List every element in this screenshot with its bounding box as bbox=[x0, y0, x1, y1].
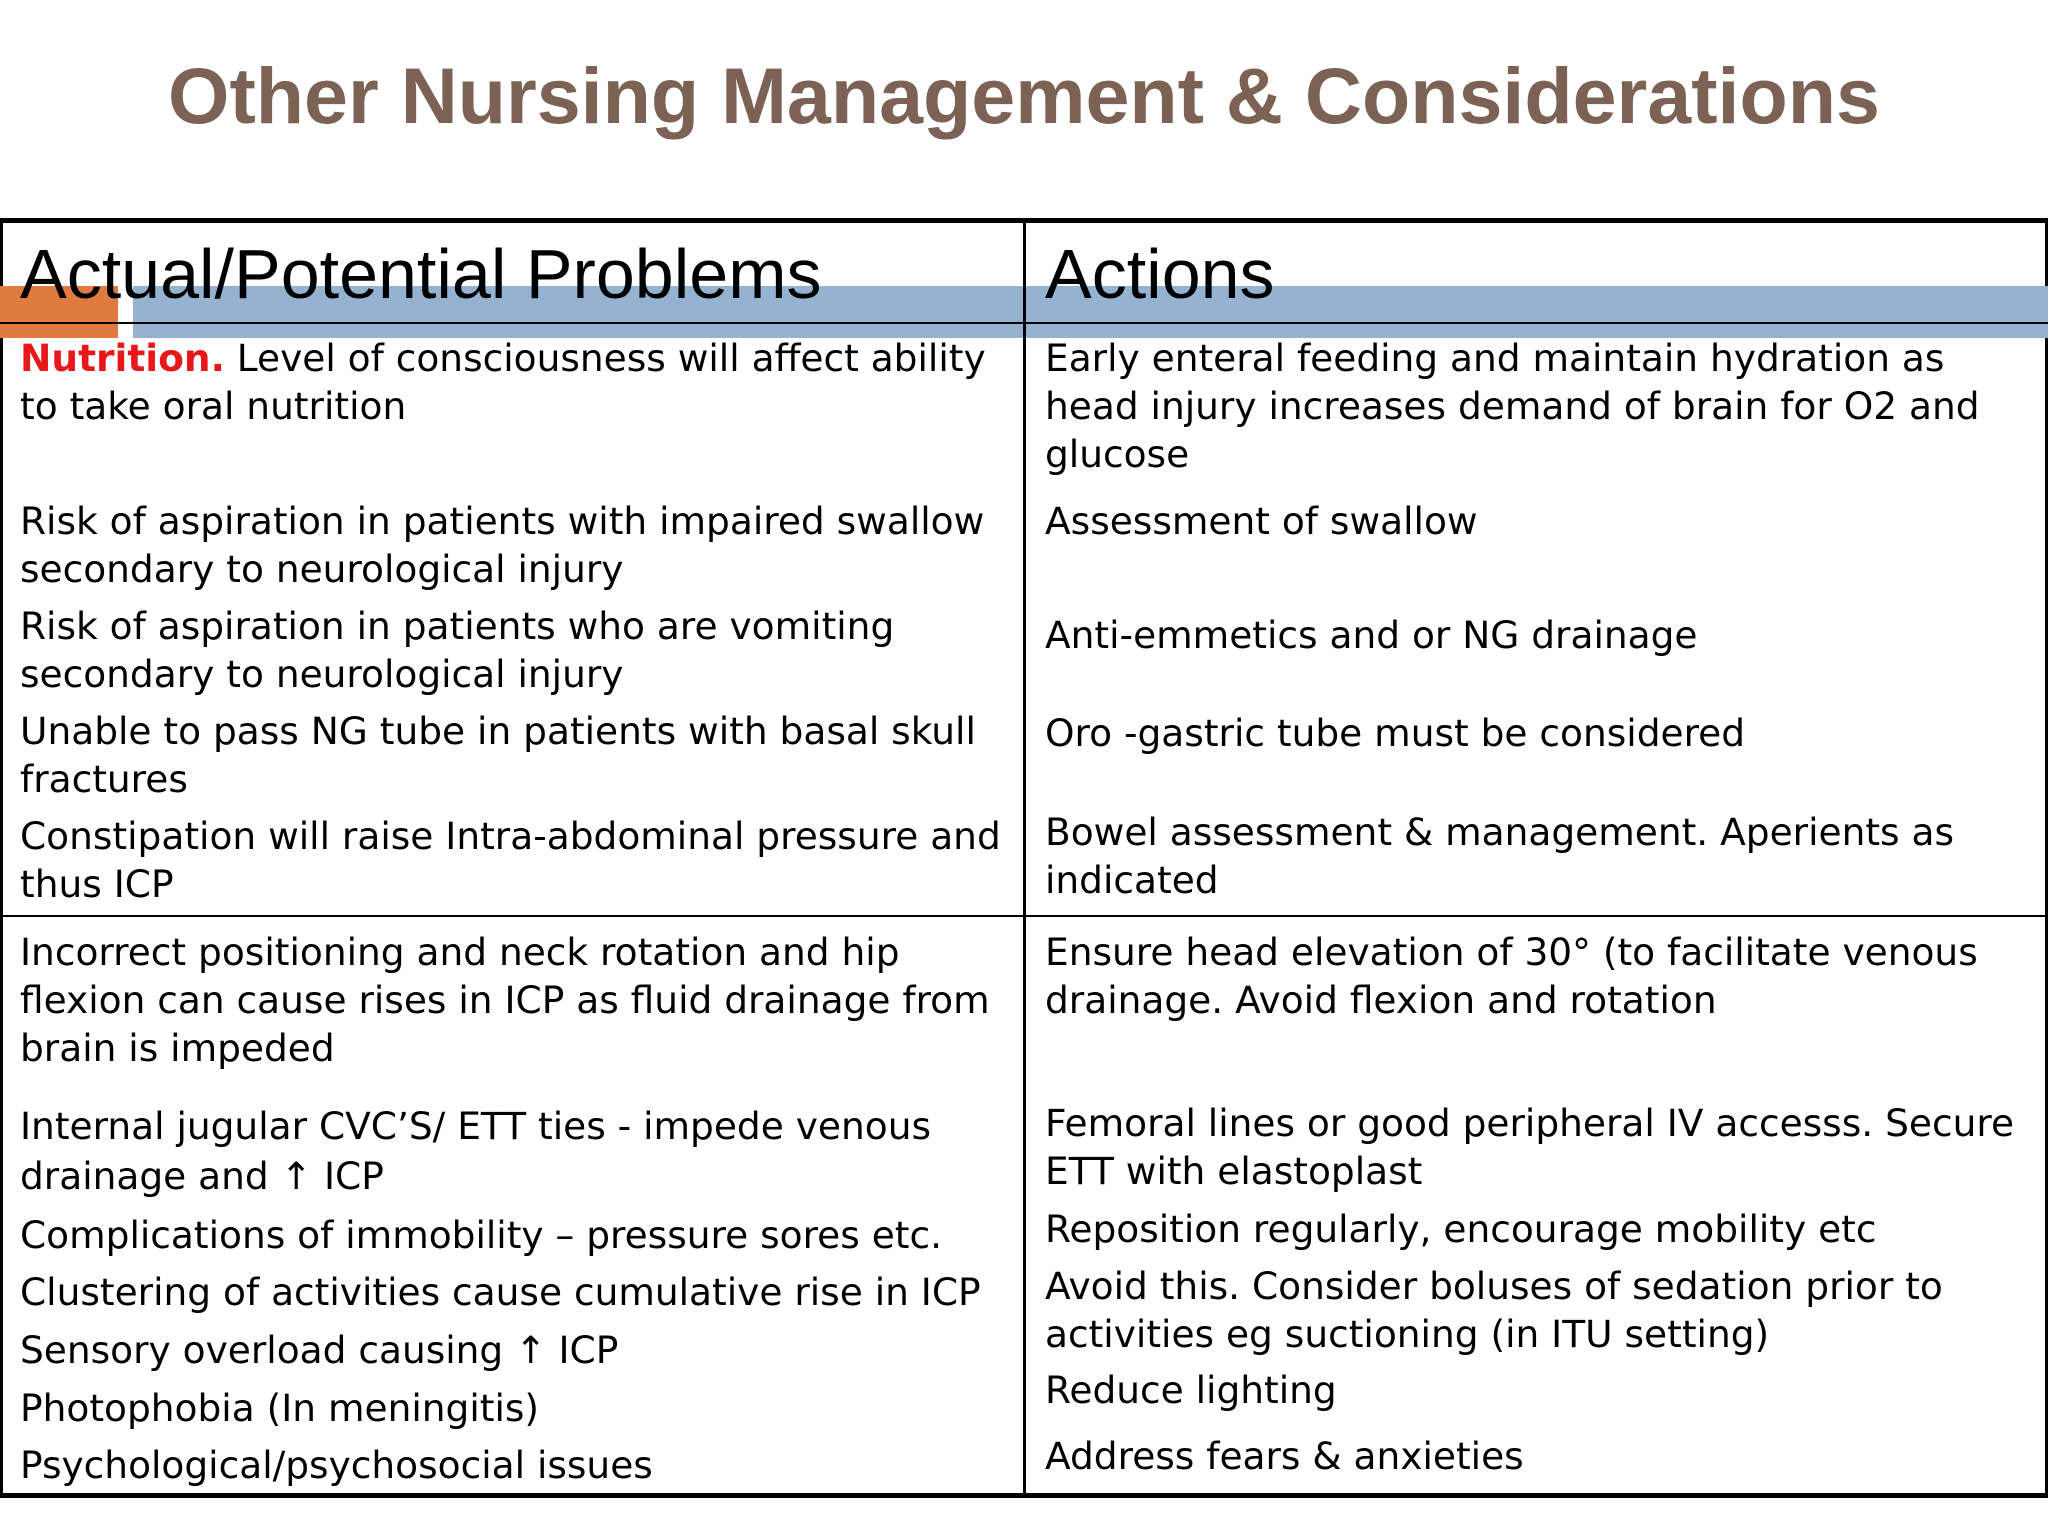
problem-cell: Risk of aspiration in patients who are vomiting secondary to neurological injury bbox=[20, 604, 895, 696]
problem-cell: Internal jugular CVC’S/ ETT ties - impede venous drainage and ↑ ICP bbox=[20, 1104, 932, 1198]
action-cell: Bowel assessment & management. Aperients as indicated bbox=[1045, 810, 1955, 902]
problem-cell: Psychological/psychosocial issues bbox=[20, 1443, 653, 1487]
column-divider bbox=[1023, 218, 1026, 1498]
action-cell: Reposition regularly, encourage mobility etc bbox=[1045, 1207, 1877, 1251]
action-cell: Avoid this. Consider boluses of sedation prior to activities eg suctioning (in ITU setting) bbox=[1045, 1264, 1943, 1356]
problem-cell: Photophobia (In meningitis) bbox=[20, 1386, 540, 1430]
problem-cell: Risk of aspiration in patients with impaired swallow secondary to neurological injury bbox=[20, 499, 985, 591]
action-cell: Oro -gastric tube must be considered bbox=[1045, 711, 1746, 755]
problem-cell bbox=[20, 334, 1010, 430]
header-actions: Actions bbox=[1045, 235, 1275, 313]
problem-cell: Sensory overload causing ↑ ICP bbox=[20, 1328, 619, 1372]
problem-cell: Constipation will raise Intra-abdominal pressure and thus ICP bbox=[20, 814, 1001, 906]
action-cell: Assessment of swallow bbox=[1045, 499, 1478, 543]
problem-cell: Clustering of activities cause cumulative rise in ICP bbox=[20, 1270, 981, 1314]
action-cell: Address fears & anxieties bbox=[1045, 1434, 1524, 1478]
header-problems: Actual/Potential Problems bbox=[20, 235, 822, 313]
problem-text: Level of consciousness will affect ability to take oral nutrition bbox=[20, 336, 986, 428]
slide-title: Other Nursing Management & Considerations bbox=[168, 51, 1880, 140]
action-cell: Early enteral feeding and maintain hydration as head injury increases demand of brain for O2 and glucose bbox=[1045, 336, 1980, 476]
problem-cell: Unable to pass NG tube in patients with basal skull fractures bbox=[20, 709, 976, 801]
header-divider bbox=[0, 322, 2048, 324]
action-cell: Anti-emmetics and or NG drainage bbox=[1045, 613, 1698, 657]
action-cell: Ensure head elevation of 30° (to facilitate venous drainage. Avoid flexion and rotation bbox=[1045, 930, 1978, 1022]
action-cell: Femoral lines or good peripheral IV accesss. Secure ETT with elastoplast bbox=[1045, 1101, 2015, 1193]
action-cell: Reduce lighting bbox=[1045, 1368, 1337, 1412]
problem-cell: Complications of immobility – pressure sores etc. bbox=[20, 1213, 943, 1257]
nutrition-label: Nutrition. bbox=[20, 336, 225, 380]
problem-cell: Incorrect positioning and neck rotation and hip flexion can cause rises in ICP as fluid drainage from brain is impeded bbox=[20, 930, 990, 1070]
section-divider bbox=[0, 915, 2048, 917]
